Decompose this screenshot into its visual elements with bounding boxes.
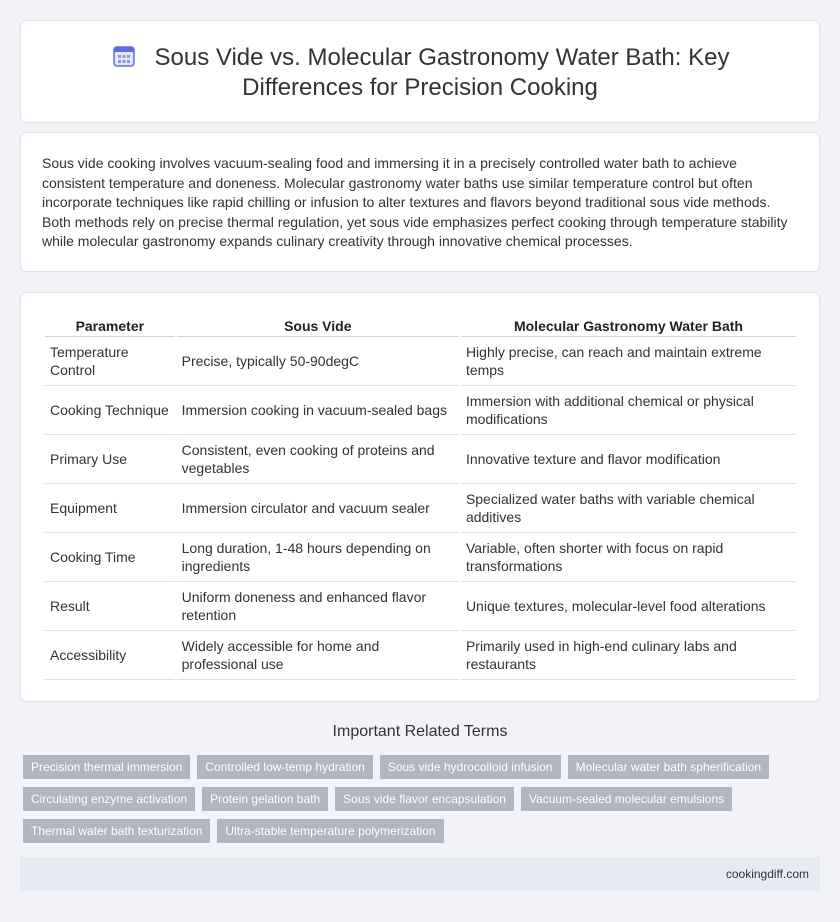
related-term-tag[interactable]: Thermal water bath texturization: [23, 819, 210, 843]
page-title-wrap: [21, 43, 819, 103]
table-cell: Highly precise, can reach and maintain extreme temps: [461, 337, 796, 386]
related-terms-tags: [23, 755, 813, 851]
tag-row: [23, 755, 813, 779]
table-row: [45, 386, 796, 435]
table-row: [45, 435, 796, 484]
comparison-card: [20, 292, 820, 702]
related-term-tag[interactable]: Precision thermal immersion: [23, 755, 190, 779]
page-title: Sous Vide vs. Molecular Gastronomy Water Bath: Key Differences for Precision Cooking: [154, 44, 730, 101]
tag-row: [23, 787, 813, 811]
table-cell: Long duration, 1-48 hours depending on ingredients: [177, 533, 459, 582]
header-parameter: Parameter: [45, 315, 175, 337]
table-cell: Primarily used in high-end culinary labs and restaurants: [461, 631, 796, 680]
table-cell: Widely accessible for home and professional use: [177, 631, 459, 680]
table-row: [45, 631, 796, 680]
table-cell: Unique textures, molecular-level food alterations: [461, 582, 796, 631]
table-cell: Primary Use: [45, 435, 175, 484]
related-term-tag[interactable]: Ultra-stable temperature polymerization: [217, 819, 443, 843]
intro-paragraph: Sous vide cooking involves vacuum-sealing food and immersing it in a precisely controlled water bath to achieve consistent temperature and doneness. Molecular gastronomy water baths use similar temperature control but often incorporate techniques like rapid chilling or infusion to alter textures and flavors beyond traditional sous vide methods. Both methods rely on precise thermal regulation, yet sous vide emphasizes perfect cooking through temperature stability while molecular gastronomy expands culinary creativity through innovative chemical processes.: [42, 155, 788, 250]
table-row: [45, 582, 796, 631]
related-terms-title: Important Related Terms: [332, 723, 508, 740]
calendar-icon: [111, 43, 137, 69]
related-term-tag[interactable]: Circulating enzyme activation: [23, 787, 195, 811]
table-cell: Immersion with additional chemical or physical modifications: [461, 386, 796, 435]
tag-row: [23, 819, 813, 843]
footer: [20, 857, 820, 891]
table-row: [45, 337, 796, 386]
related-term-tag[interactable]: Controlled low-temp hydration: [197, 755, 372, 779]
footer-site-link[interactable]: cookingdiff.com: [725, 867, 809, 881]
related-term-tag[interactable]: Sous vide hydrocolloid infusion: [380, 755, 561, 779]
intro-card: [20, 132, 820, 272]
table-header-row: [45, 315, 796, 337]
table-cell: Innovative texture and flavor modification: [461, 435, 796, 484]
related-term-tag[interactable]: Vacuum-sealed molecular emulsions: [521, 787, 732, 811]
table-cell: Cooking Time: [45, 533, 175, 582]
table-cell: Equipment: [45, 484, 175, 533]
related-term-tag[interactable]: Molecular water bath spherification: [568, 755, 769, 779]
table-cell: Precise, typically 50-90degC: [177, 337, 459, 386]
header-sous-vide: Sous Vide: [177, 315, 459, 337]
table-cell: Immersion circulator and vacuum sealer: [177, 484, 459, 533]
related-term-tag[interactable]: Protein gelation bath: [202, 787, 328, 811]
table-cell: Variable, often shorter with focus on rapid transformations: [461, 533, 796, 582]
table-cell: Immersion cooking in vacuum-sealed bags: [177, 386, 459, 435]
table-cell: Accessibility: [45, 631, 175, 680]
table-cell: Specialized water baths with variable chemical additives: [461, 484, 796, 533]
table-row: [45, 533, 796, 582]
table-cell: Cooking Technique: [45, 386, 175, 435]
table-row: [45, 484, 796, 533]
table-cell: Temperature Control: [45, 337, 175, 386]
header-card: [20, 20, 820, 123]
comparison-table: [43, 315, 798, 680]
table-cell: Consistent, even cooking of proteins and vegetables: [177, 435, 459, 484]
table-cell: Result: [45, 582, 175, 631]
related-term-tag[interactable]: Sous vide flavor encapsulation: [335, 787, 514, 811]
table-cell: Uniform doneness and enhanced flavor retention: [177, 582, 459, 631]
header-molecular: Molecular Gastronomy Water Bath: [461, 315, 796, 337]
